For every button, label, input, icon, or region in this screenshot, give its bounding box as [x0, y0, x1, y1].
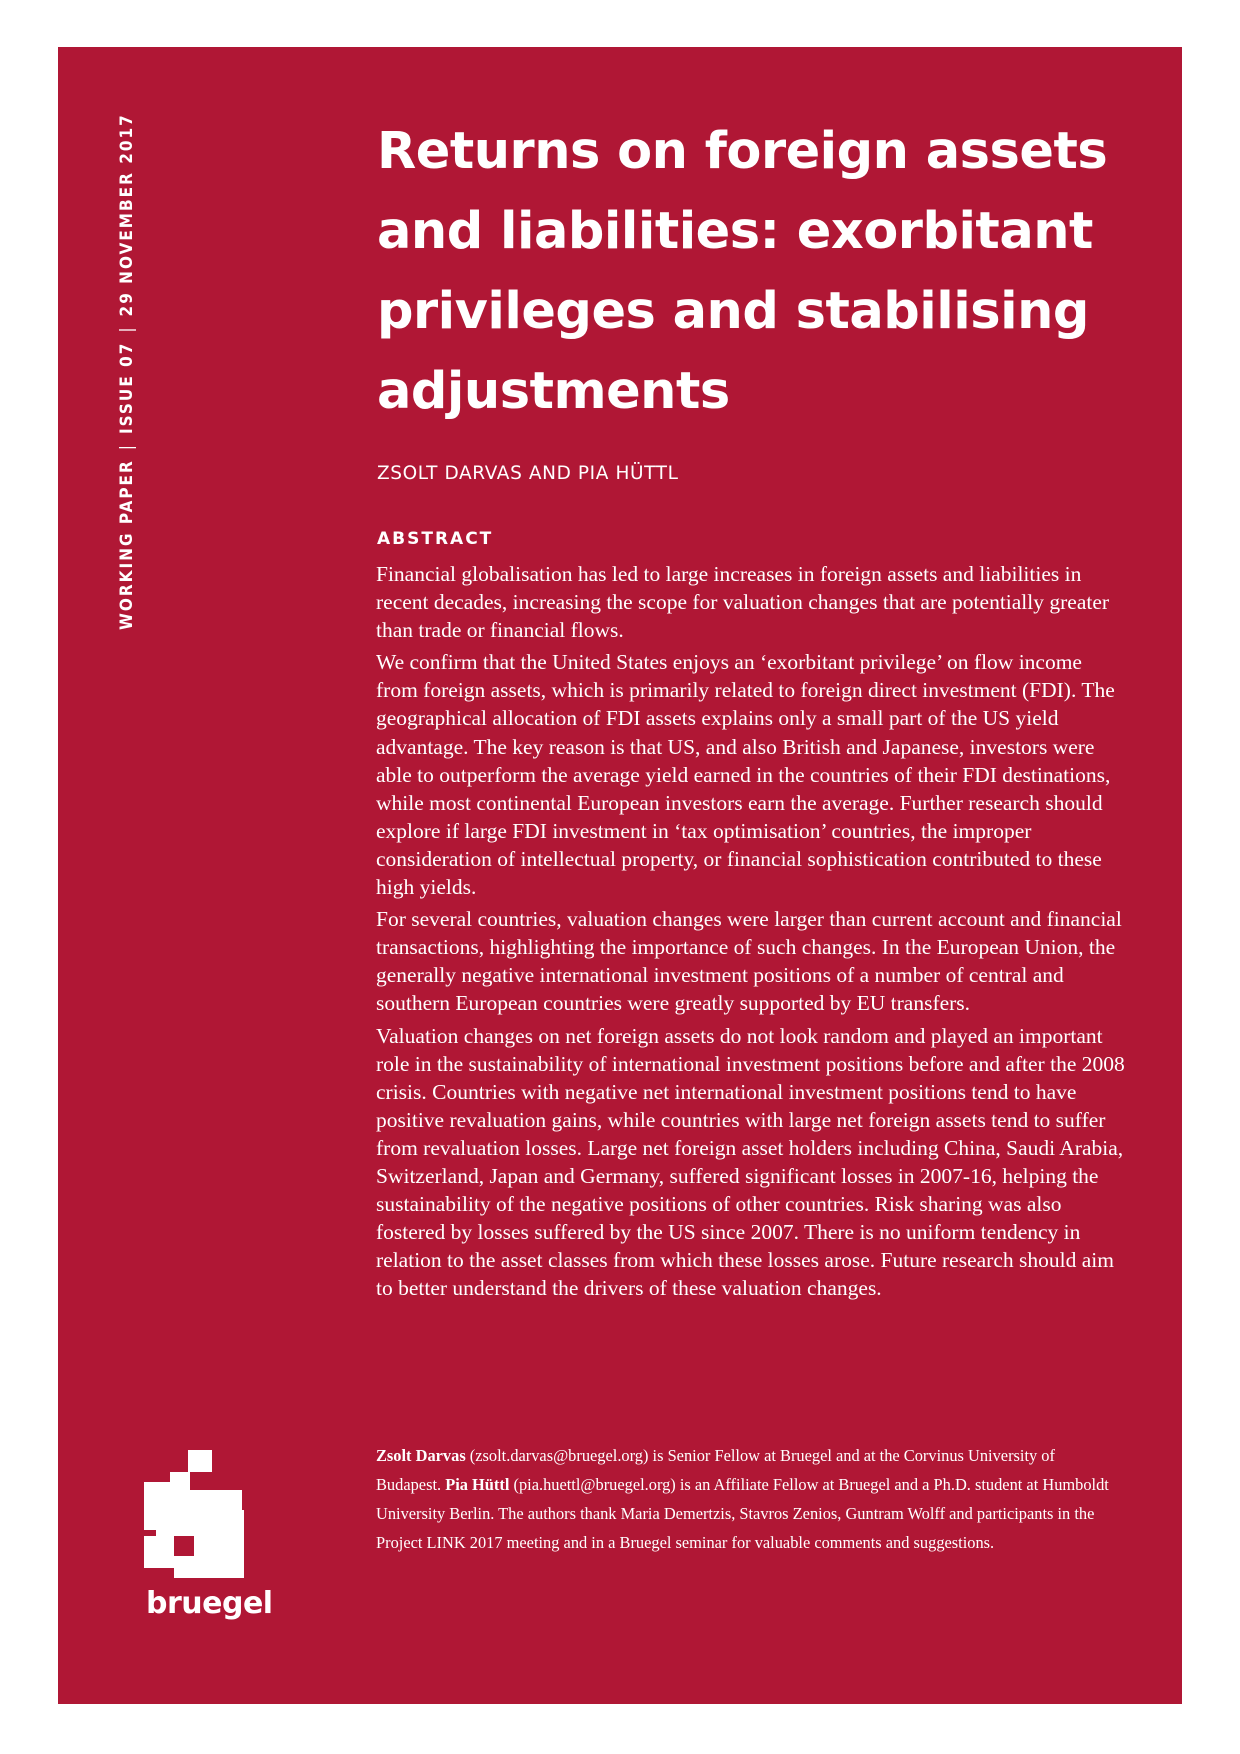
separator: | [117, 443, 137, 451]
series-label: WORKING PAPER [117, 459, 137, 630]
bruegel-squares-logo-icon [140, 1450, 280, 1606]
abstract-paragraph: For several countries, valuation changes were larger than current account and financial transactions, highlighting the importance of such changes. In the European Union, the generally negative international investment positions of a number of central and southern European countries were greatly supported by EU transfers. [376, 907, 1122, 1016]
abstract-paragraph: Financial globalisation has led to large increases in foreign assets and liabilities in recent decades, increasing the scope for valuation changes that are potentially greater than trade or financial flows. [376, 562, 1110, 643]
bio-author1-text: (zsolt.darvas@bruegel.org) is Senior Fellow at Bruegel and at the Corvinus University of Budapest. [376, 1446, 1055, 1494]
issue-label: ISSUE 07 [117, 341, 137, 435]
separator: | [117, 325, 137, 333]
abstract-body [376, 560, 1128, 1306]
abstract-heading: ABSTRACT [377, 529, 494, 549]
bio-author1-name: Zsolt Darvas [376, 1446, 466, 1465]
paper-title: Returns on foreign assets and liabilities: exorbitant privileges and stabilising adjustments [377, 122, 1108, 421]
bruegel-wordmark: bruegel [146, 1586, 273, 1621]
authors: ZSOLT DARVAS AND PIA HÜTTL [377, 463, 679, 484]
abstract-paragraph: We confirm that the United States enjoys an ‘exorbitant privilege’ on flow income from foreign assets, which is primarily related to foreign direct investment (FDI). The geographical allocation of FDI assets explains only a small part of the US yield advantage. The key reason is that US, and also British and Japanese, investors were able to outperform the average yield earned in the countries of their FDI destinations, while most continental European investors earn the average. Further research should explore if large FDI investment in ‘tax optimisation’ countries, the improper consideration of intellectual property, or financial sophistication contributed to these high yields. [376, 650, 1115, 900]
author-bio [376, 1441, 1116, 1557]
date-label: 29 NOVEMBER 2017 [117, 113, 137, 317]
bio-author2-text: (pia.huettl@bruegel.org) is an Affiliate Fellow at Bruegel and a Ph.D. student at Humboldt University Berlin. The authors thank Maria Demertzis, Stavros Zenios, Guntram Wolff and participants in the Project LINK 2017 meeting and in a Bruegel seminar for valuable comments and suggestions. [376, 1475, 1109, 1552]
bio-author2-name: Pia Hüttl [445, 1475, 510, 1494]
abstract-paragraph: Valuation changes on net foreign assets do not look random and played an important role in the sustainability of international investment positions before and after the 2008 crisis. Countries with negative net international investment positions tend to have positive revaluation gains, while countries with large net foreign assets tend to suffer from revaluation losses. Large net foreign asset holders including China, Saudi Arabia, Switzerland, Japan and Germany, suffered significant losses in 2007-16, helping the sustainability of the negative positions of other countries. Risk sharing was also fostered by losses suffered by the US since 2007. There is no uniform tendency in relation to the asset classes from which these losses arose. Future research should aim to better understand the drivers of these valuation changes. [376, 1023, 1125, 1301]
side-label [117, 113, 137, 630]
